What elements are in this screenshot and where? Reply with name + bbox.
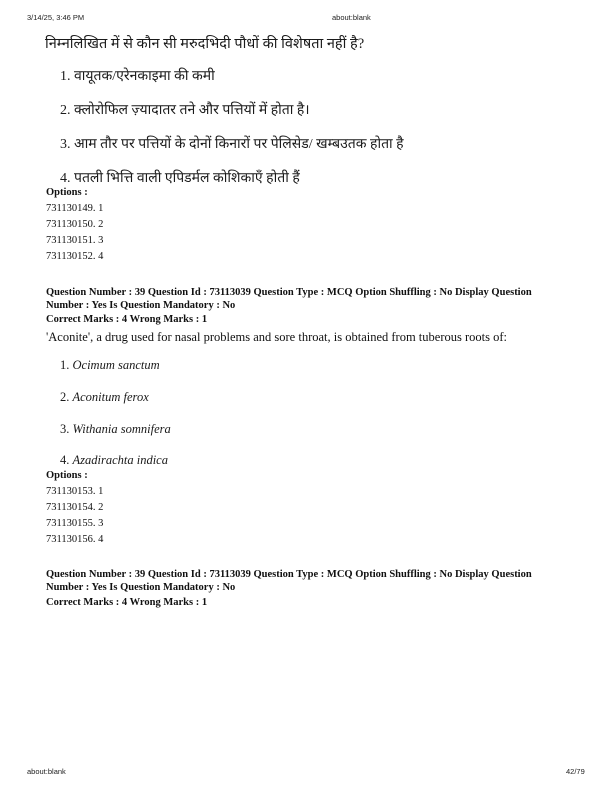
print-timestamp: 3/14/25, 3:46 PM [27,13,85,22]
option-code: 731130151. 3 [46,235,104,246]
option-3-english [60,422,171,437]
option-code: 731130153. 1 [46,486,104,497]
page-number: 42/79 [566,767,585,776]
option-code: 731130154. 2 [46,502,104,513]
option-4-hindi: 4. पतली भित्ति वाली एपिडर्मल कोशिकाएँ होती हैं [60,171,300,186]
print-title: about:blank [332,13,371,22]
option-code: 731130152. 4 [46,251,104,262]
options-label: Options : [46,470,88,481]
question-marks: Correct Marks : 4 Wrong Marks : 1 [46,597,208,608]
option-code: 731130155. 3 [46,518,104,529]
question-text-hindi: निम्नलिखित में से कौन सी मरुदभिदी पौधों की विशेषता नहीं है? [45,36,365,52]
question-text-english: 'Aconite', a drug used for nasal problems and sore throat, is obtained from tuberous roots of: [46,330,507,344]
option-1-english [60,358,160,373]
option-2-english [60,390,149,405]
option-number: 4. [60,453,70,467]
option-2-hindi: 2. क्लोरोफिल ज़्यादातर तने और पत्तियों में होता है। [60,103,310,118]
option-code: 731130149. 1 [46,203,104,214]
option-number: 1. [60,358,70,372]
option-code: 731130156. 4 [46,534,104,545]
option-number: 2. [60,390,70,404]
question-meta: Question Number : 39 Question Id : 73113039 Question Type : MCQ Option Shuffling : No Display Question Number : Yes Is Question Mandatory : No [46,287,532,311]
option-species: Aconitum ferox [72,390,149,404]
option-1-hindi: 1. वायूतक/एरेनकाइमा की कमी [60,69,215,84]
option-number: 3. [60,422,70,436]
option-4-english [60,453,168,468]
option-code: 731130150. 2 [46,219,104,230]
option-species: Azadirachta indica [72,453,168,467]
print-url: about:blank [27,767,66,776]
question-meta: Question Number : 39 Question Id : 73113039 Question Type : MCQ Option Shuffling : No Display Question Number : Yes Is Question Mandatory : No [46,569,532,593]
option-species: Ocimum sanctum [72,358,160,372]
options-label: Options : [46,187,88,198]
option-3-hindi: 3. आम तौर पर पत्तियों के दोनों किनारों पर पेलिसेड/ खम्बउतक होता है [60,137,404,152]
option-species: Withania somnifera [72,422,171,436]
question-marks: Correct Marks : 4 Wrong Marks : 1 [46,314,208,325]
